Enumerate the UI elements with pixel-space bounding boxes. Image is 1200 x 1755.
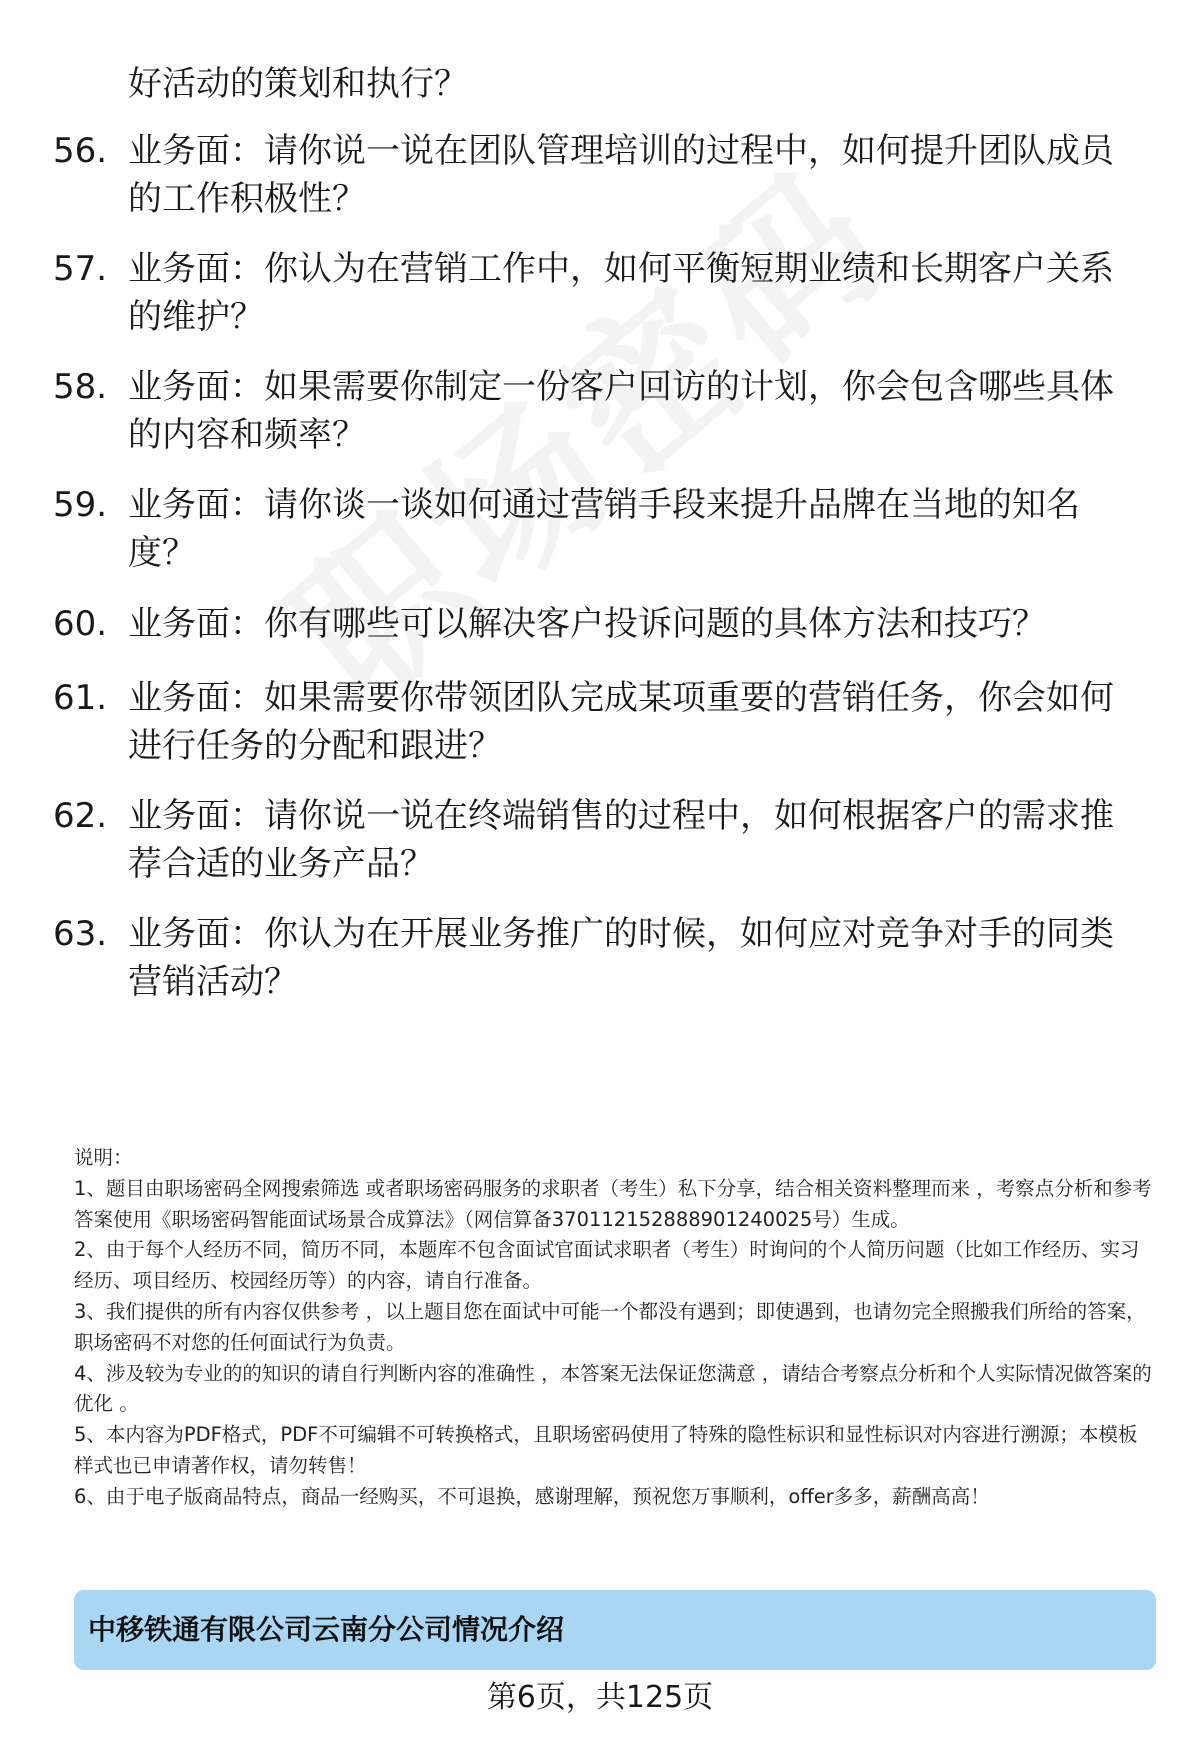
question-text: 业务面：请你说一说在终端销售的过程中，如何根据客户的需求推荐合适的业务产品？ (128, 796, 1114, 884)
note-item: 5、本内容为PDF格式，PDF不可编辑不可转换格式，且职场密码使用了特殊的隐性标识和显性标识对内容进行溯源；本模板样式也已申请著作权，请勿转售！ (74, 1423, 1138, 1477)
notes-heading: 说明： (74, 1146, 133, 1169)
question-item (0, 674, 1200, 774)
question-item (0, 910, 1200, 1010)
question-item (0, 363, 1200, 463)
question-text: 业务面：你认为在开展业务推广的时候，如何应对竞争对手的同类营销活动？ (128, 914, 1114, 1002)
question-number: 63. (53, 914, 108, 954)
question-number: 60. (53, 604, 108, 644)
notes-section (74, 1143, 1154, 1513)
question-text: 业务面：你有哪些可以解决客户投诉问题的具体方法和技巧？ (128, 604, 1046, 644)
section-title: 中移铁通有限公司云南分公司情况介绍 (88, 1613, 565, 1646)
question-number: 57. (53, 249, 108, 289)
question-text: 业务面：请你说一说在团队管理培训的过程中，如何提升团队成员的工作积极性？ (128, 131, 1114, 219)
question-number: 61. (53, 678, 108, 718)
question-number: 58. (53, 367, 108, 407)
question-continuation: 好活动的策划和执行？ (128, 64, 468, 104)
question-item (0, 481, 1200, 581)
question-number: 59. (53, 485, 108, 525)
question-item (0, 245, 1200, 345)
note-item: 2、由于每个人经历不同，简历不同，本题库不包含面试官面试求职者（考生）时询问的个人简历问题（比如工作经历、实习经历、项目经历、校园经历等）的内容，请自行准备。 (74, 1238, 1140, 1293)
note-item: 3、我们提供的所有内容仅供参考 ，以上题目您在面试中可能一个都没有遇到；即使遇到，也请勿完全照搬我们所给的答案，职场密码不对您的任何面试行为负责。 (74, 1299, 1146, 1354)
question-number: 56. (53, 131, 108, 171)
note-item: 6、由于电子版商品特点，商品一经购买，不可退换，感谢理解，预祝您万事顺利，offer多多，薪酬高高！ (74, 1484, 990, 1508)
page-number: 第6页，共125页 (486, 1680, 714, 1715)
note-item: 1、题目由职场密码全网搜索筛选 或者职场密码服务的求职者（考生）私下分享，结合相关资料整理而来 ，考察点分析和参考答案使用《职场密码智能面试场景合成算法》（网信算备370112152888901240025号）生成。 (74, 1176, 1152, 1231)
note-item: 4、涉及较为专业的的知识的请自行判断内容的准确性 ，本答案无法保证您满意 ，请结合考察点分析和个人实际情况做答案的优化 。 (74, 1361, 1152, 1416)
question-item (0, 792, 1200, 892)
section-header-bar (74, 1590, 1156, 1670)
question-item (0, 127, 1200, 227)
question-text: 业务面：如果需要你带领团队完成某项重要的营销任务，你会如何进行任务的分配和跟进？ (128, 678, 1114, 766)
question-text: 业务面：请你谈一谈如何通过营销手段来提升品牌在当地的知名度？ (128, 485, 1080, 573)
question-text: 业务面：如果需要你制定一份客户回访的计划，你会包含哪些具体的内容和频率？ (128, 367, 1114, 455)
question-text: 业务面：你认为在营销工作中，如何平衡短期业绩和长期客户关系的维护？ (128, 249, 1114, 337)
question-number: 62. (53, 796, 108, 836)
